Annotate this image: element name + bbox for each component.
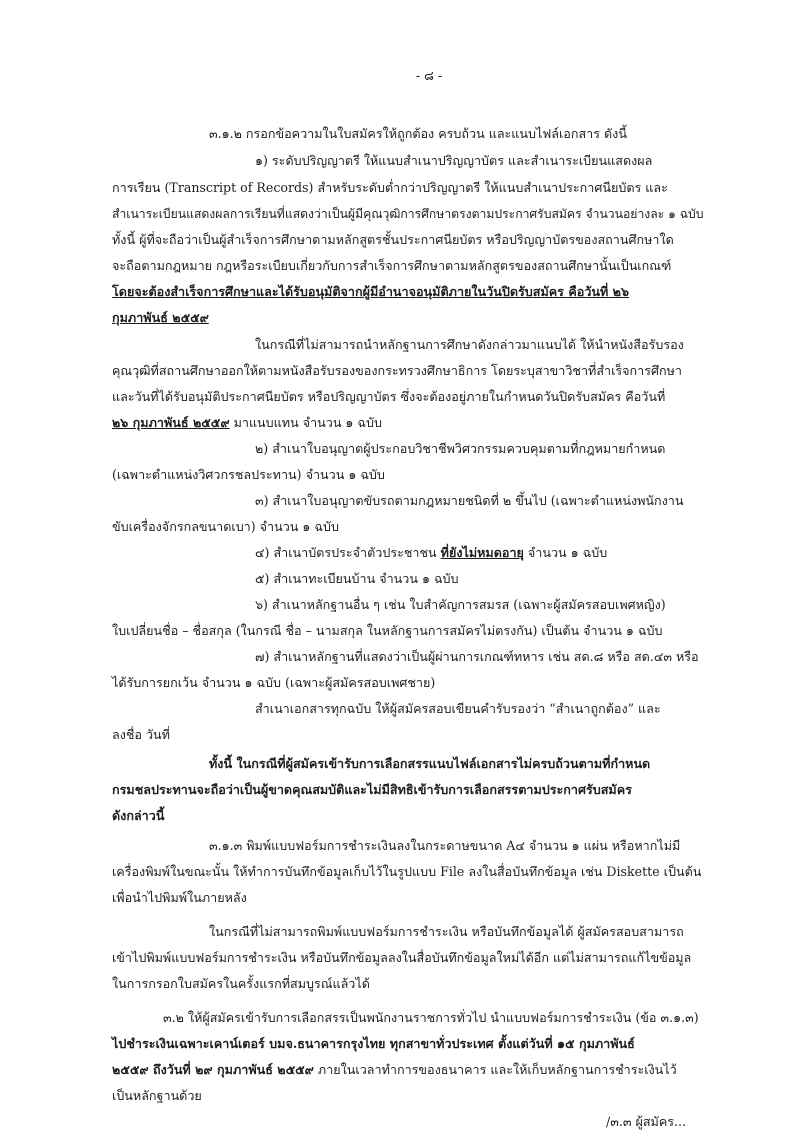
line-12: [112, 413, 382, 433]
line-20: ใบเปลี่ยนชื่อ – ชื่อสกุล (ในกรณี ชื่อ – นามสกุล ในหลักฐานการสมัครไม่ตรงกัน) เป็นต้น จำนวน ๑ ฉบับ: [112, 623, 663, 638]
continuation-note: /๓.๓ ผู้สมัคร...: [606, 1114, 687, 1129]
line-28: ๓.๑.๓ พิมพ์แบบฟอร์มการชำระเงินลงในกระดาษขนาด A๔ จำนวน ๑ แผ่น หรือหากไม่มี: [209, 838, 681, 853]
line-01: ๓.๑.๒ กรอกข้อความในใบสมัครให้ถูกต้อง ครบถ้วน และแนบไฟล์เอกสาร ดังนี้: [209, 126, 627, 141]
line-18: ๕) สำเนาทะเบียนบ้าน จำนวน ๑ ฉบับ: [255, 571, 459, 586]
line-25: ทั้งนี้ ในกรณีที่ผู้สมัครเข้ารับการเลือกสรรแนบไฟล์เอกสารไม่ครบถ้วนตามที่กำหนด: [209, 756, 651, 771]
line-11: และวันที่ได้รับอนุมัติประกาศนียบัตร หรือปริญญาบัตร ซึ่งจะต้องอยู่ภายในกำหนดวันปิดรับสมัคร คือวันที่: [112, 389, 666, 404]
line-27: ดังกล่าวนี้: [112, 808, 165, 823]
line-34: ๓.๒ ให้ผู้สมัครเข้ารับการเลือกสรรเป็นพนักงานราชการทั่วไป นำแบบฟอร์มการชำระเงิน (ข้อ ๓.๑.๓): [163, 1010, 699, 1025]
line-08: กุมภาพันธ์ ๒๕๕๙: [112, 310, 209, 325]
page-number: - ๘ -: [415, 68, 443, 83]
line-26: กรมชลประทานจะถือว่าเป็นผู้ขาดคุณสมบัติและไม่มีสิทธิเข้ารับการเลือกสรรตามประกาศรับสมัคร: [112, 782, 632, 797]
line-09: ในกรณีที่ไม่สามารถนำหลักฐานการศึกษาดังกล่าวมาแนบได้ ให้นำหนังสือรับรอง: [255, 337, 684, 352]
line-17-end: จำนวน ๑ ฉบับ: [523, 545, 608, 560]
line-05: ทั้งนี้ ผู้ที่จะถือว่าเป็นผู้สำเร็จการศึกษาตามหลักสูตรชั้นประกาศนียบัตร หรือปริญญาบัตรของสถานศึกษาใด: [112, 232, 674, 247]
payment-start-date: ตั้งแต่วันที่ ๑๕ กุมภาพันธ์: [498, 1036, 635, 1051]
line-33: ในการกรอกใบสมัครในครั้งแรกที่สมบูรณ์แล้วได้: [112, 976, 370, 991]
line-04: สำเนาระเบียนแสดงผลการเรียนที่แสดงว่าเป็นผู้มีคุณวุฒิการศึกษาตรงตามประกาศรับสมัคร จำนวนอย่างละ ๑ ฉบับ: [112, 207, 704, 221]
line-23: สำเนาเอกสารทุกฉบับ ให้ผู้สมัครสอบเขียนคำรับรองว่า “สำเนาถูกต้อง” และ: [255, 701, 661, 716]
line-10: คุณวุฒิที่สถานศึกษาออกให้ตามหนังสือรับรองของกระทรวงศึกษาธิการ โดยระบุสาขาวิชาที่สำเร็จการศึกษา: [112, 363, 682, 378]
line-35-start: ไปชำระเงินเฉพาะเคาน์เตอร์ บมจ.ธนาคารกรุงไทย ทุกสาขาทั่วประเทศ: [112, 1036, 499, 1051]
line-17-start: ๔) สำเนาบัตรประจำตัวประชาชน: [255, 545, 441, 560]
line-35: [112, 1034, 635, 1054]
line-02: ๑) ระดับปริญญาตรี ให้แนบสำเนาปริญญาบัตร และสำเนาระเบียนแสดงผล: [255, 153, 653, 168]
line-32: เข้าไปพิมพ์แบบฟอร์มการชำระเงิน หรือบันทึกข้อมูลลงในสื่อบันทึกข้อมูลใหม่ได้อีก แต่ไม่สามารถแก้ไขข้อมูล: [112, 950, 692, 965]
line-36-rest: ภายในเวลาทำการของธนาคาร และให้เก็บหลักฐานการชำระเงินไว้: [313, 1062, 677, 1077]
line-22: ได้รับการยกเว้น จำนวน ๑ ฉบับ (เฉพาะผู้สมัครสอบเพศชาย): [112, 675, 436, 690]
payment-end-date: ๒๕๕๙ ถึงวันที่ ๒๙ กุมภาพันธ์ ๒๕๕๙: [112, 1062, 314, 1077]
line-16: ขับเครื่องจักรกลขนาดเบา) จำนวน ๑ ฉบับ: [112, 519, 339, 534]
line-36: [112, 1060, 677, 1080]
line-31: ในกรณีที่ไม่สามารถพิมพ์แบบฟอร์มการชำระเงิน หรือบันทึกข้อมูลได้ ผู้สมัครสอบสามารถ: [209, 924, 684, 939]
line-24: ลงชื่อ วันที่: [112, 727, 170, 742]
line-15: ๓) สำเนาใบอนุญาตขับรถตามกฎหมายชนิดที่ ๒ ขึ้นไป (เฉพาะตำแหน่งพนักงาน: [255, 493, 684, 508]
line-14: (เฉพาะตำแหน่งวิศวกรชลประทาน) จำนวน ๑ ฉบับ: [112, 467, 385, 482]
line-19: ๖) สำเนาหลักฐานอื่น ๆ เช่น ใบสำคัญการสมรส (เฉพาะผู้สมัครสอบเพศหญิง): [255, 597, 666, 612]
line-03: การเรียน (Transcript of Records) สำหรับระดับต่ำกว่าปริญญาตรี ให้แนบสำเนาประกาศนียบัตร และ: [112, 180, 668, 195]
line-37: เป็นหลักฐานด้วย: [112, 1088, 202, 1103]
line-13: ๒) สำเนาใบอนุญาตผู้ประกอบวิชาชีพวิศวกรรมควบคุมตามที่กฎหมายกำหนด: [255, 441, 666, 456]
line-17: [255, 543, 607, 563]
line-12-rest: มาแนบแทน จำนวน ๑ ฉบับ: [229, 415, 382, 430]
deadline-date-text: ๒๖ กุมภาพันธ์ ๒๕๕๙: [112, 415, 230, 430]
line-21: ๗) สำเนาหลักฐานที่แสดงว่าเป็นผู้ผ่านการเกณฑ์ทหาร เช่น สด.๘ หรือ สด.๔๓ หรือ: [255, 649, 699, 664]
line-07: โดยจะต้องสำเร็จการศึกษาและได้รับอนุมัติจากผู้มีอำนาจอนุมัติภายในวันปิดรับสมัคร คือวันที่ ๒๖: [112, 284, 629, 299]
line-29: เครื่องพิมพ์ในขณะนั้น ให้ทำการบันทึกข้อมูลเก็บไว้ในรูปแบบ File ลงในสื่อบันทึกข้อมูล เช่น Diskette เป็นต้น: [112, 864, 702, 879]
not-expired-text: ที่ยังไม่หมดอายุ: [440, 545, 524, 560]
line-30: เพื่อนำไปพิมพ์ในภายหลัง: [112, 890, 247, 905]
line-06: จะถือตามกฎหมาย กฎหรือระเบียบเกี่ยวกับการสำเร็จการศึกษาตามหลักสูตรของสถานศึกษานั้นเป็นเกณฑ์: [112, 258, 672, 273]
